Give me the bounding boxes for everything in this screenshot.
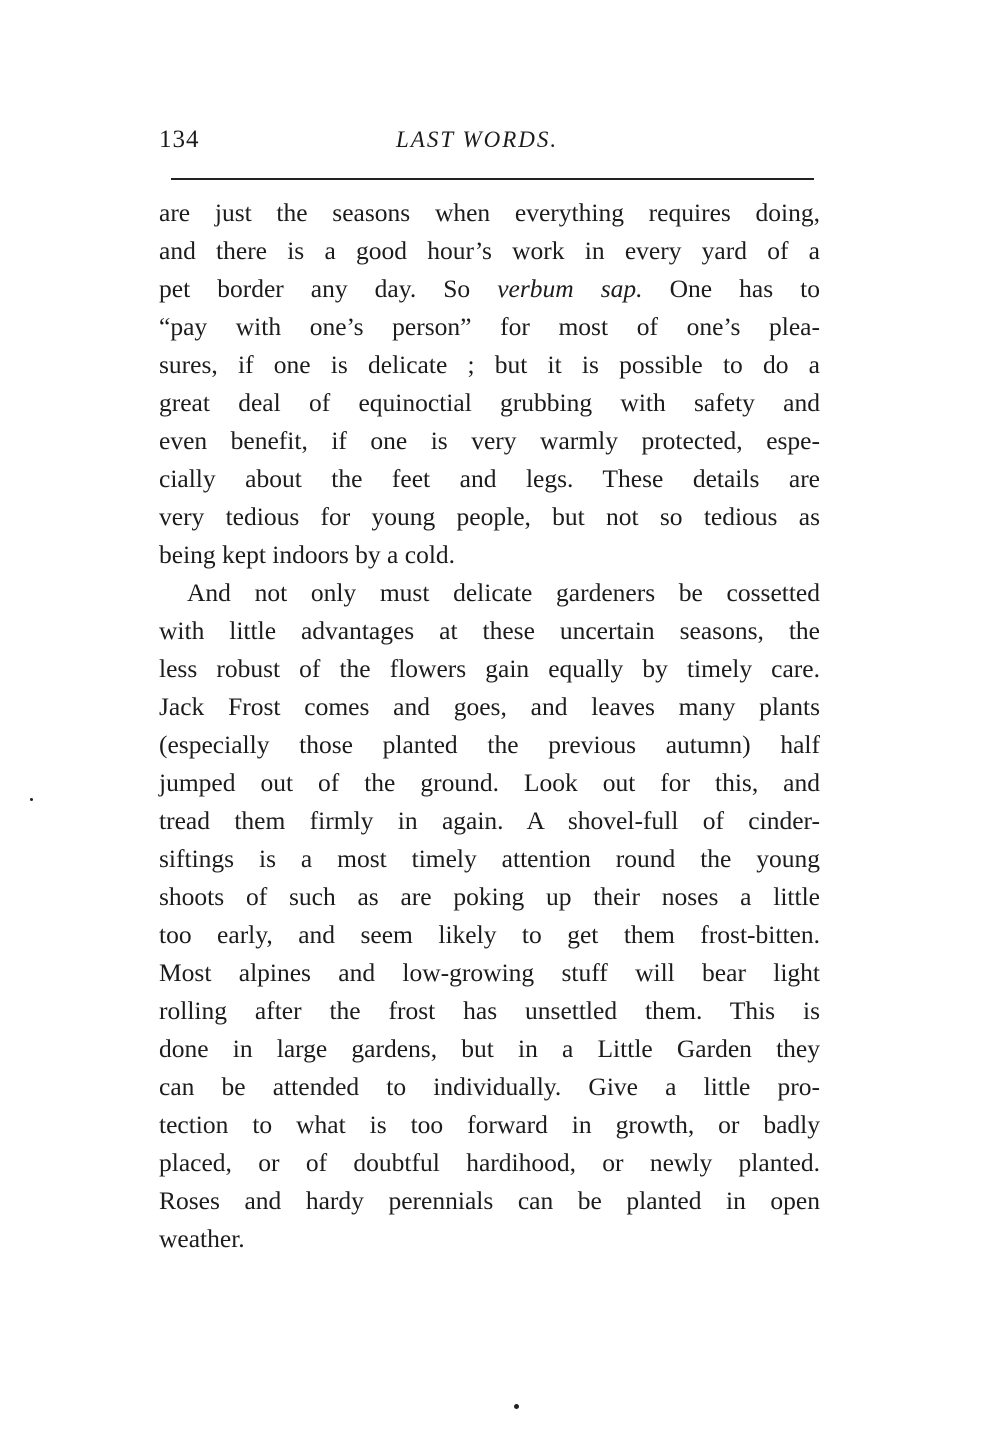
text-line: cially about the feet and legs. These details are: [159, 464, 820, 493]
body-text: [159, 194, 820, 1258]
text-line: rolling after the frost has unsettled them. This is: [159, 996, 820, 1025]
text-line: tread them firmly in again. A shovel-full of cinder-: [159, 806, 820, 835]
text-line: And not only must delicate gardeners be cossetted: [187, 578, 820, 607]
text-line: siftings is a most timely attention round the young: [159, 844, 820, 873]
text-line: sures, if one is delicate ; but it is possible to do a: [159, 350, 820, 379]
text-line: weather.: [159, 1224, 245, 1253]
text-line: placed, or of doubtful hardihood, or newly planted.: [159, 1148, 820, 1177]
text-line: with little advantages at these uncertain seasons, the: [159, 616, 820, 645]
paragraph-2: [159, 574, 820, 1258]
text-line: being kept indoors by a cold.: [159, 540, 456, 569]
text-run: One has to: [642, 274, 820, 303]
paragraph-1: [159, 194, 820, 574]
text-run: pet border any day. So: [159, 274, 498, 303]
text-line: are just the seasons when everything requires doing,: [159, 198, 820, 227]
running-title: LAST WORDS.: [396, 127, 559, 152]
text-line: less robust of the flowers gain equally by timely care.: [159, 654, 820, 683]
text-line: Most alpines and low-growing stuff will bear light: [159, 958, 820, 987]
text-line: and there is a good hour’s work in every yard of a: [159, 236, 820, 265]
header-rule: [171, 178, 814, 180]
text-line: great deal of equinoctial grubbing with safety and: [159, 388, 820, 417]
text-line: even benefit, if one is very warmly protected, espe-: [159, 426, 820, 455]
text-line: done in large gardens, but in a Little Garden they: [159, 1034, 820, 1063]
italic-phrase: verbum sap.: [497, 274, 643, 303]
page-number: 134: [159, 126, 200, 153]
text-line: very tedious for young people, but not so tedious as: [159, 502, 820, 531]
text-line: too early, and seem likely to get them frost-bitten.: [159, 920, 820, 949]
text-line: Roses and hardy perennials can be planted in open: [159, 1186, 820, 1215]
printer-mark: [514, 1404, 519, 1409]
text-line: Jack Frost comes and goes, and leaves many plants: [159, 692, 820, 721]
text-line: tection to what is too forward in growth, or badly: [159, 1110, 820, 1139]
text-line: [159, 270, 820, 308]
margin-speck: [30, 798, 33, 801]
text-line: can be attended to individually. Give a little pro-: [159, 1072, 820, 1101]
text-line: “pay with one’s person” for most of one’s plea-: [159, 312, 820, 341]
text-line: jumped out of the ground. Look out for this, and: [159, 768, 820, 797]
text-line: (especially those planted the previous autumn) half: [159, 730, 820, 759]
text-line: shoots of such as are poking up their noses a little: [159, 882, 820, 911]
